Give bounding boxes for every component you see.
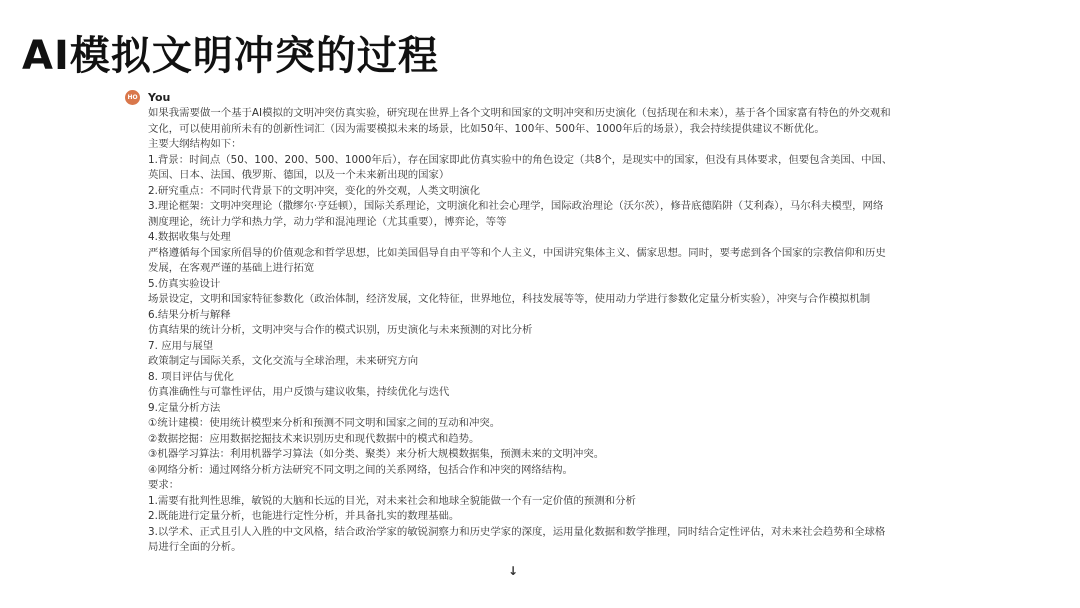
arrow-down-icon: ↓ <box>507 564 519 578</box>
message-line: 5.仿真实验设计 <box>148 277 221 290</box>
slide-title: AI模拟文明冲突的过程 <box>22 33 439 79</box>
message-line: 如果我需要做一个基于AI模拟的文明冲突仿真实验，研究现在世界上各个文明和国家的文明冲突和历史演化（包括现在和未来），基于各个国家富有特色的外交观和文化，可以使用前所未有的创新性词汇（因为需要模拟未来的场景，比如50年、100年、500年、1000年后的场景），我会持续提供建议不断优化。 <box>148 107 891 135</box>
message-line: 8. 项目评估与优化 <box>148 370 234 383</box>
message-line: ④网络分析：通过网络分析方法研究不同文明之间的关系网络，包括合作和冲突的网络结构。 <box>148 463 573 476</box>
message-line: 6.结果分析与解释 <box>148 308 231 321</box>
message-line: 2.既能进行定量分析，也能进行定性分析，并具备扎实的数理基础。 <box>148 510 460 522</box>
message-line: 严格遵循每个国家所倡导的价值观念和哲学思想，比如美国倡导自由平等和个人主义，中国讲究集体主义、儒家思想。同时，要考虑到各个国家的宗教信仰和历史发展，在客观严谨的基础上进行拓宽 <box>148 246 886 274</box>
message-line: 1.需要有批判性思维，敏锐的大脑和长远的目光，对未来社会和地球全貌能做一个有一定价值的预测和分析 <box>148 494 636 507</box>
message-body <box>148 106 893 556</box>
message-line: 政策制定与国际关系，文化交流与全球治理，未来研究方向 <box>148 355 419 367</box>
message-line: 9.定量分析方法 <box>148 401 221 414</box>
message-line: ①统计建模：使用统计模型来分析和预测不同文明和国家之间的互动和冲突。 <box>148 417 501 429</box>
message-line: 仿真结果的统计分析，文明冲突与合作的模式识别，历史演化与未来预测的对比分析 <box>148 324 533 336</box>
message-line: 仿真准确性与可靠性评估，用户反馈与建议收集，持续优化与迭代 <box>148 386 450 398</box>
user-name: You <box>148 90 171 104</box>
chat-message <box>125 89 895 556</box>
message-line: 4.数据收集与处理 <box>148 231 231 243</box>
message-line: 主要大纲结构如下： <box>148 138 242 150</box>
message-line: 3.以学术、正式且引人入胜的中文风格，结合政治学家的敏锐洞察力和历史学家的深度，运用量化数据和数学推理，同时结合定性评估，对未来社会趋势和全球格局进行全面的分析。 <box>148 525 886 553</box>
message-line: 要求： <box>148 479 180 491</box>
user-avatar: HO <box>125 90 140 105</box>
message-header <box>125 89 895 105</box>
message-line: 2.研究重点：不同时代背景下的文明冲突，变化的外交观，人类文明演化 <box>148 184 481 197</box>
message-line: 场景设定，文明和国家特征参数化（政治体制，经济发展，文化特征，世界地位，科技发展等等，使用动力学进行参数化定量分析实验），冲突与合作模拟机制 <box>148 293 871 305</box>
message-line: 3.理论框架：文明冲突理论（撒缪尔·亨廷顿），国际关系理论，文明演化和社会心理学，国际政治理论（沃尔茨），修昔底德陷阱（艾利森），马尔科夫模型，网络测度理论，统计力学和热力学，动力学和混沌理论（尤其重要），博弈论，等等 <box>148 200 884 228</box>
message-line: ③机器学习算法：利用机器学习算法（如分类、聚类）来分析大规模数据集，预测未来的文明冲突。 <box>148 448 605 460</box>
scroll-down-button[interactable] <box>505 563 521 579</box>
message-line: 7. 应用与展望 <box>148 339 214 352</box>
message-line: ②数据挖掘：应用数据挖掘技术来识别历史和现代数据中的模式和趋势。 <box>148 432 480 445</box>
message-line: 1.背景：时间点（50、100、200、500、1000年后），存在国家即此仿真实验中的角色设定（共8个，是现实中的国家，但没有具体要求，但要包含美国、中国、英国、日本、法国、俄罗斯、德国，以及一个未来新出现的国家） <box>148 153 893 181</box>
